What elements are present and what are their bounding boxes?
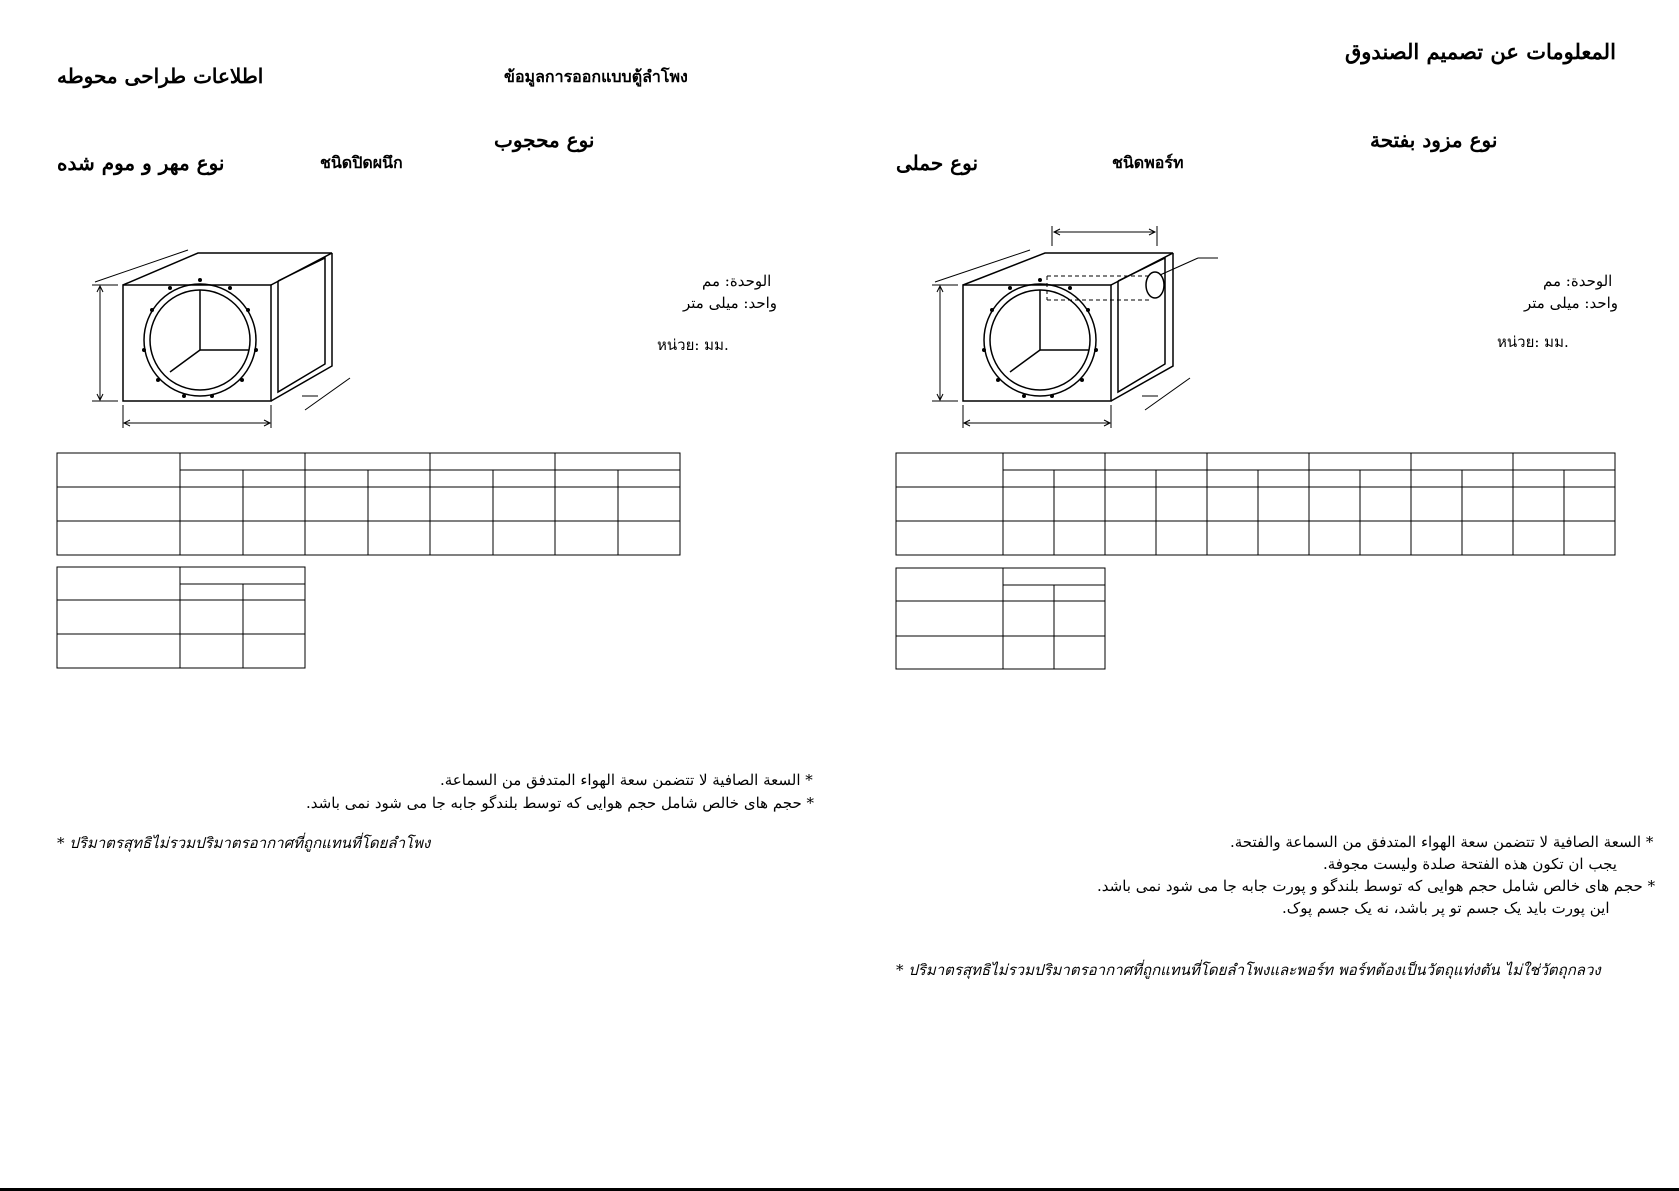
- sealed-note-persian: * حجم های خالص شامل حجم هوایی که توسط بلندگو جابه جا می شود نمی باشد.: [306, 794, 815, 812]
- sealed-note-arabic: * السعة الصافية لا تتضمن سعة الهواء المتدفق من السماعة.: [440, 771, 813, 789]
- persian-page-title: اطلاعات طراحی محوطه: [57, 64, 264, 88]
- sealed-unit-arabic: الوحدة: مم: [702, 272, 772, 290]
- sealed-unit-persian: واحد: میلی متر: [683, 294, 778, 312]
- thai-page-title: ข้อมูลการออกแบบตู้ลำโพง: [504, 67, 688, 86]
- sealed-heading-thai: ชนิดปิดผนึก: [320, 153, 403, 172]
- ported-note-arabic-1: * السعة الصافية لا تتضمن سعة الهواء المتدفق من السماعة والفتحة.: [1230, 833, 1654, 851]
- ported-note-persian-2: این پورت باید یک جسم تو پر باشد، نه یک جسم پوک.: [1282, 899, 1610, 917]
- sealed-note-thai: * ปริมาตรสุทธิไม่รวมปริมาตรอากาศที่ถูกแทนที่โดยลำโพง: [57, 834, 431, 852]
- ported-note-thai: * ปริมาตรสุทธิไม่รวมปริมาตรอากาศที่ถูกแทนที่โดยลำโพงและพอร์ท พอร์ทต้องเป็นวัตถุแท่งตัน ไม่ใช่วัตถุกลวง: [896, 961, 1601, 979]
- ported-unit-thai: หน่วย: มม.: [1497, 333, 1569, 351]
- ported-table-1: [896, 453, 1615, 555]
- sealed-heading-arabic: نوع محجوب: [494, 128, 595, 152]
- sealed-box-diagram: [92, 250, 350, 428]
- ported-table-2: [896, 568, 1105, 669]
- ported-unit-persian: واحد: میلی متر: [1524, 294, 1619, 312]
- sealed-unit-thai: หน่วย: มม.: [657, 336, 729, 354]
- ported-heading-arabic: نوع مزود بفتحة: [1370, 128, 1498, 152]
- ported-note-persian-1: * حجم های خالص شامل حجم هوایی که توسط بلندگو و پورت جابه جا می شود نمی باشد.: [1097, 877, 1656, 895]
- ported-heading-thai: ชนิดพอร์ท: [1112, 153, 1184, 172]
- arabic-page-title: المعلومات عن تصميم الصندوق: [1345, 39, 1616, 64]
- ported-heading-persian: نوع حملی: [896, 151, 979, 175]
- sealed-heading-persian: نوع مهر و موم شده: [57, 151, 225, 175]
- ported-box-diagram: [932, 226, 1218, 428]
- ported-unit-arabic: الوحدة: مم: [1543, 272, 1613, 290]
- sealed-table-1: [57, 453, 680, 555]
- ported-note-arabic-2: يجب ان تكون هذه الفتحة صلدة وليست مجوفة.: [1323, 855, 1617, 873]
- sealed-table-2: [57, 567, 305, 668]
